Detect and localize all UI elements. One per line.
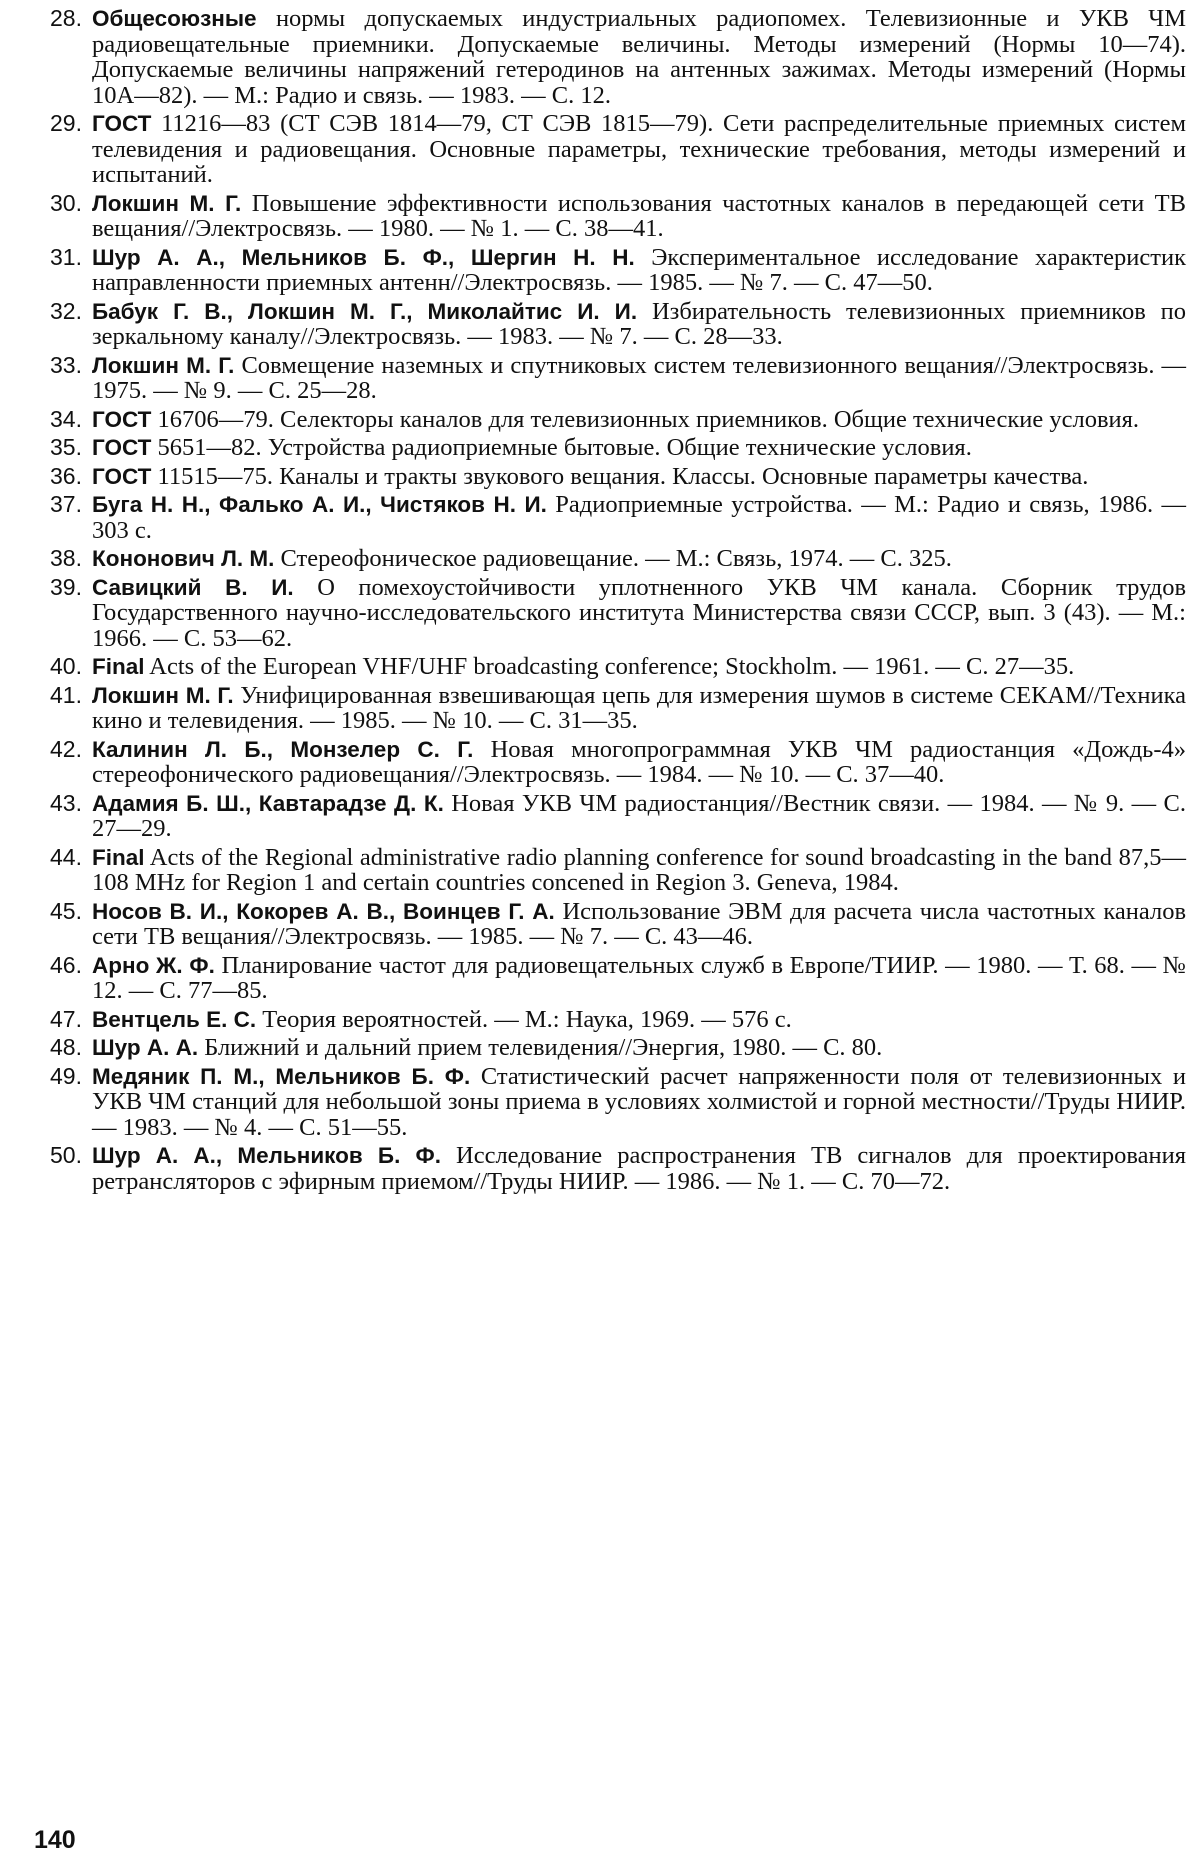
reference-item [26,6,1186,108]
reference-item [26,845,1186,896]
reference-text: Планирование частот для радиовещательных служб в Европе/ТИИР. — 1980. — Т. 68. — № 12. — С. 77—85. [92,951,1187,1004]
reference-authors: Шур А. А., Мельников Б. Ф. [92,1143,441,1168]
reference-authors: Final [92,844,145,870]
reference-text: Радиоприемные устройства. — М.: Радио и связь, 1986. — 303 с. [92,491,1187,544]
reference-number: 46. [50,951,82,978]
reference-item [26,464,1186,490]
reference-item [26,1007,1186,1033]
reference-item [26,299,1186,350]
reference-text: Новая УКВ ЧМ радиостанция//Вестник связи. — 1984. — № 9. — С. 27—29. [92,789,1187,842]
reference-text: 5651—82. Устройства радиоприемные бытовые. Общие технические условия. [157,434,972,461]
reference-item [26,1143,1186,1194]
reference-authors: Савицкий В. И. [92,574,294,600]
reference-authors: Адамия Б. Ш., Кавтарадзе Д. К. [92,790,444,816]
reference-number: 39. [50,573,82,600]
reference-authors: Локшин М. Г. [92,352,235,378]
reference-text: Стереофоническое радиовещание. — М.: Связь, 1974. — С. 325. [280,545,952,572]
reference-authors: Локшин М. Г. [92,190,242,216]
reference-number: 44. [50,843,82,870]
reference-text: Исследование распространения ТВ сигналов для проектирования ретрансляторов с эфирным приемом//Труды НИИР. — 1986. — № 1. — С. 70—72. [92,1142,1186,1195]
reference-authors: Носов В. И., Кокорев А. В., Воинцев Г. А. [92,898,555,924]
reference-authors: ГОСТ [92,406,152,432]
reference-list [26,6,1186,1197]
reference-number: 37. [50,491,82,517]
reference-item [26,353,1186,404]
reference-item [26,654,1186,680]
reference-text: нормы допускаемых индустриальных радиопомех. Телевизионные и УКВ ЧМ радиовещательные приемники. Допускаемые величины. Методы измерений (Нормы 10—74). Допускаемые величины напряжений гетеродинов на антенных зажимах. Методы измерений (Нормы 10А—82). — М.: Радио и связь. — 1983. — С. 12. [92,5,1186,109]
reference-number: 36. [50,462,82,489]
reference-text: Экспериментальное исследование характеристик направленности приемных антенн//Электросвязь. — 1985. — № 7. — С. 47—50. [92,243,1186,296]
page-number: 140 [34,1826,76,1854]
reference-authors: Общесоюзные [92,6,257,31]
reference-text: Статистический расчет напряженности поля от телевизионных и УКВ ЧМ станций для небольшой зоны приема в условиях холмистой и горной местности//Труды НИИР. — 1983. — № 4. — С. 51—55. [92,1062,1187,1141]
reference-text: 11515—75. Каналы и тракты звукового вещания. Классы. Основные параметры качества. [157,462,1089,490]
reference-number: 35. [50,434,82,460]
reference-item [26,407,1186,433]
reference-item [26,546,1186,572]
reference-authors: ГОСТ [92,435,152,460]
reference-authors: Арно Ж. Ф. [92,952,215,978]
reference-number: 43. [50,789,82,816]
reference-item [26,191,1186,242]
reference-text: Унифицированная взвешивающая цепь для измерения шумов в системе СЕКАМ//Техника кино и телевидения. — 1985. — № 10. — С. 31—35. [92,681,1186,734]
reference-number: 34. [50,405,82,432]
reference-authors: Шур А. А. [92,1035,199,1060]
reference-item [26,575,1186,652]
reference-authors: Кононович Л. М. [92,546,275,571]
reference-item [26,791,1186,842]
reference-number: 30. [50,189,82,216]
reference-authors: Вентцель Е. С. [92,1006,257,1032]
reference-item [26,492,1186,543]
reference-number: 31. [50,243,82,270]
reference-number: 49. [50,1062,82,1089]
reference-text: О помехоустойчивости уплотненного УКВ ЧМ канала. Сборник трудов Государственного научно-исследовательского института Министерства связи СССР, вып. 3 (43). — М.: 1966. — С. 53—62. [92,573,1187,652]
reference-text: Теория вероятностей. — М.: Наука, 1969. — 576 с. [262,1005,792,1033]
reference-number: 29. [50,110,82,136]
reference-item [26,1064,1186,1141]
reference-authors: Шур А. А., Мельников Б. Ф., Шергин Н. Н. [92,244,635,270]
reference-authors: Буга Н. Н., Фалько А. И., Чистяков Н. И. [92,492,547,517]
reference-item [26,953,1186,1004]
reference-number: 40. [50,653,82,679]
reference-text: 16706—79. Селекторы каналов для телевизионных приемников. Общие технические условия. [157,405,1140,433]
reference-number: 45. [50,897,82,924]
reference-item [26,683,1186,734]
reference-text: Acts of the European VHF/UHF broadcasting conference; Stockholm. — 1961. — С. 27—35. [149,653,1075,680]
reference-text: Acts of the Regional administrative radio planning conference for sound broadcasting in the band 87,5—108 MHz for Region 1 and certain countries concened in Region 3. Geneva, 1984. [92,843,1186,896]
reference-number: 32. [50,297,82,324]
reference-number: 47. [50,1005,82,1032]
reference-number: 38. [50,545,82,571]
reference-authors: ГОСТ [92,111,152,136]
reference-item [26,899,1186,950]
reference-text: 11216—83 (СТ СЭВ 1814—79, СТ СЭВ 1815—79). Сети распределительные приемных систем телевидения и радиовещания. Основные параметры, технические требования, методы измерений и испытаний. [92,110,1186,188]
reference-text: Совмещение наземных и спутниковых систем телевизионного вещания//Электросвязь. — 1975. — № 9. — С. 25—28. [92,351,1186,404]
reference-number: 41. [50,681,82,708]
reference-text: Использование ЭВМ для расчета числа частотных каналов сети ТВ вещания//Электросвязь. — 1985. — № 7. — С. 43—46. [92,897,1187,950]
reference-authors: Бабук Г. В., Локшин М. Г., Миколайтис И. И. [92,298,638,324]
reference-item [26,435,1186,461]
reference-item [26,245,1186,296]
reference-number: 48. [50,1034,82,1060]
reference-authors: Локшин М. Г. [92,682,234,708]
reference-text: Новая многопрограммная УКВ ЧМ радиостанция «Дождь-4» стереофонического радиовещания//Электросвязь. — 1984. — № 10. — С. 37—40. [92,735,1186,788]
reference-number: 28. [50,5,82,31]
reference-text: Ближний и дальний прием телевидения//Энергия, 1980. — С. 80. [204,1034,883,1061]
reference-authors: ГОСТ [92,463,152,489]
reference-authors: Final [92,654,145,679]
reference-item [26,111,1186,188]
reference-authors: Калинин Л. Б., Монзелер С. Г. [92,736,474,762]
reference-text: Повышение эффективности использования частотных каналов в передающей сети ТВ вещания//Электросвязь. — 1980. — № 1. — С. 38—41. [92,189,1186,242]
reference-number: 33. [50,351,82,378]
reference-number: 50. [50,1142,82,1168]
reference-item [26,737,1186,788]
reference-text: Избирательность телевизионных приемников по зеркальному каналу//Электросвязь. — 1983. — № 7. — С. 28—33. [92,297,1187,350]
reference-item [26,1035,1186,1061]
reference-number: 42. [50,735,82,762]
reference-authors: Медяник П. М., Мельников Б. Ф. [92,1063,471,1089]
